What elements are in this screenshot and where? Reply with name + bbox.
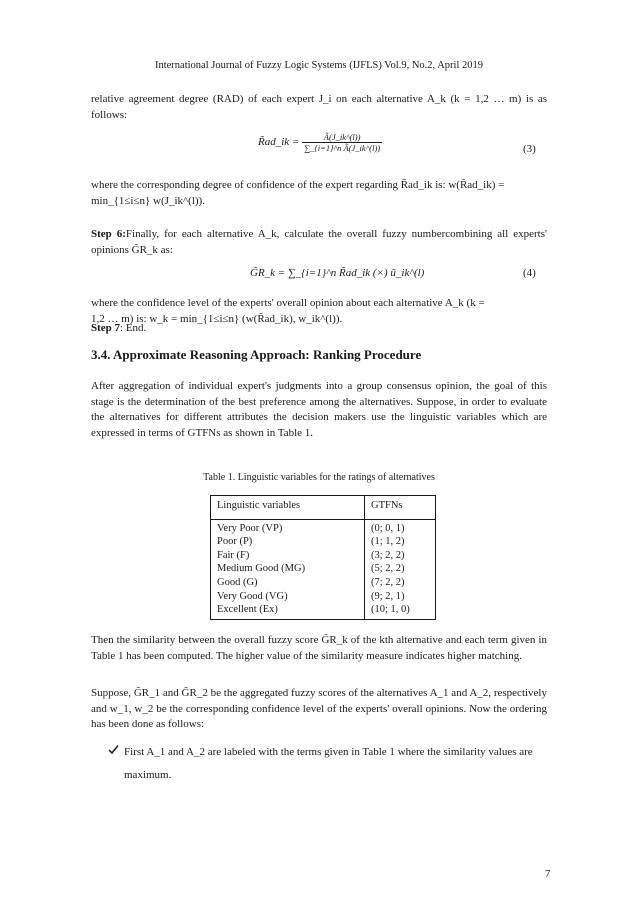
table-cell: (0; 0, 1)	[371, 522, 405, 534]
table-caption: Table 1. Linguistic variables for the ratings of alternatives	[203, 472, 435, 483]
paragraph-similarity: Then the similarity between the overall fuzzy score G̃R_k of the kth alternative and each term given in Table 1 has been computed. The higher value of the similarity measure indicates higher matching.	[91, 634, 547, 662]
bullet-list-item	[108, 741, 548, 787]
paragraph-confidence-2-line2: 1,2 … m) is: w_k = min_{1≤i≤n} (w(R̃ad_ik), w_ik^(l)).	[91, 312, 343, 325]
paragraph-confidence-1-line1: where the corresponding degree of confidence of the expert regarding R̃ad_ik is: w(R̃ad_ik) =	[91, 179, 505, 191]
table-cell: (10; 1, 0)	[371, 604, 410, 616]
paragraph-confidence-1	[91, 178, 547, 209]
paragraph-aggregation: After aggregation of individual expert's judgments into a group consensus opinion, the goal of this stage is the determination of the best preference among the alternatives. Suppose, in order to evaluate the alternatives for different attributes the decision makers use the linguistic variables which are expressed in terms of GTFNs as shown in Table 1.	[91, 380, 547, 439]
linguistic-variables-table	[210, 495, 436, 620]
step-7-label: Step 7	[91, 322, 121, 334]
table-column-linguistic-variables	[211, 519, 365, 619]
equation-3-lhs: R̃ad_ik =	[258, 136, 300, 149]
table-cell: Medium Good (MG)	[217, 563, 306, 575]
table-cell: (3; 2, 2)	[371, 549, 405, 561]
table-cell: Very Poor (VP)	[217, 522, 283, 534]
paragraph-rad: relative agreement degree (RAD) of each expert J_i on each alternative A_k (k = 1,2 … m) is as follows:	[91, 93, 547, 121]
page-number: 7	[545, 869, 551, 880]
equation-3-number: (3)	[523, 143, 536, 155]
table-body-row	[211, 519, 436, 619]
table-cell: Good (G)	[217, 576, 258, 588]
step-7-paragraph	[91, 321, 547, 337]
table-cell: (7; 2, 2)	[371, 576, 405, 588]
equation-3-fraction	[302, 132, 382, 153]
step-6-label: Step 6:	[91, 228, 126, 240]
table-cell: (5; 2, 2)	[371, 563, 405, 575]
table-cell: (1; 1, 2)	[371, 536, 405, 548]
step-6-paragraph	[91, 227, 547, 258]
section-heading: 3.4. Approximate Reasoning Approach: Ranking Procedure	[91, 347, 422, 362]
table-cell: Excellent (Ex)	[217, 604, 278, 616]
paragraph-confidence-1-line2: min_{1≤i≤n} w(J_ik^(l)).	[91, 194, 205, 207]
journal-header: International Journal of Fuzzy Logic Systems (IJFLS) Vol.9, No.2, April 2019	[154, 60, 483, 71]
table-header-linguistic-variables: Linguistic variables	[211, 496, 365, 520]
paragraph-confidence-2-line1: where the confidence level of the experts' overall opinion about each alternative A_k (k =	[91, 297, 485, 309]
table-cell: Fair (F)	[217, 549, 250, 561]
table-cell: (9; 2, 1)	[371, 590, 405, 602]
table-column-gtfns	[365, 519, 436, 619]
check-icon	[108, 741, 119, 764]
equation-4-number: (4)	[523, 267, 536, 279]
table-header-row	[211, 496, 436, 520]
equation-3-numerator: Ã(J_ik^(l))	[302, 132, 382, 143]
paragraph-ordering: Suppose, G̃R_1 and G̃R_2 be the aggregated fuzzy scores of the alternatives A_1 and A_2, respectively and w_1, w_2 be the corresponding confidence level of the experts' overall opinions. Now the ordering has been done as follows:	[91, 687, 547, 730]
table-cell: Poor (P)	[217, 536, 253, 548]
table-header-gtfns: GTFNs	[365, 496, 436, 520]
equation-3-denominator: ∑_{i=1}^n Ã(J_ik^(l))	[304, 143, 381, 153]
bullet-text: First A_1 and A_2 are labeled with the terms given in Table 1 where the similarity values are maximum.	[124, 746, 533, 781]
equation-4: G̃R_k = ∑_{i=1}^n R̃ad_ik (×) ũ_ik^(l)	[250, 267, 425, 279]
step-7-text: : End.	[120, 322, 147, 334]
table-cell: Very Good (VG)	[217, 590, 288, 602]
equation-3	[258, 132, 382, 153]
step-6-text: Finally, for each alternative A_k, calculate the overall fuzzy numbercombining all experts' opinions G̃R_k as:	[91, 228, 547, 256]
